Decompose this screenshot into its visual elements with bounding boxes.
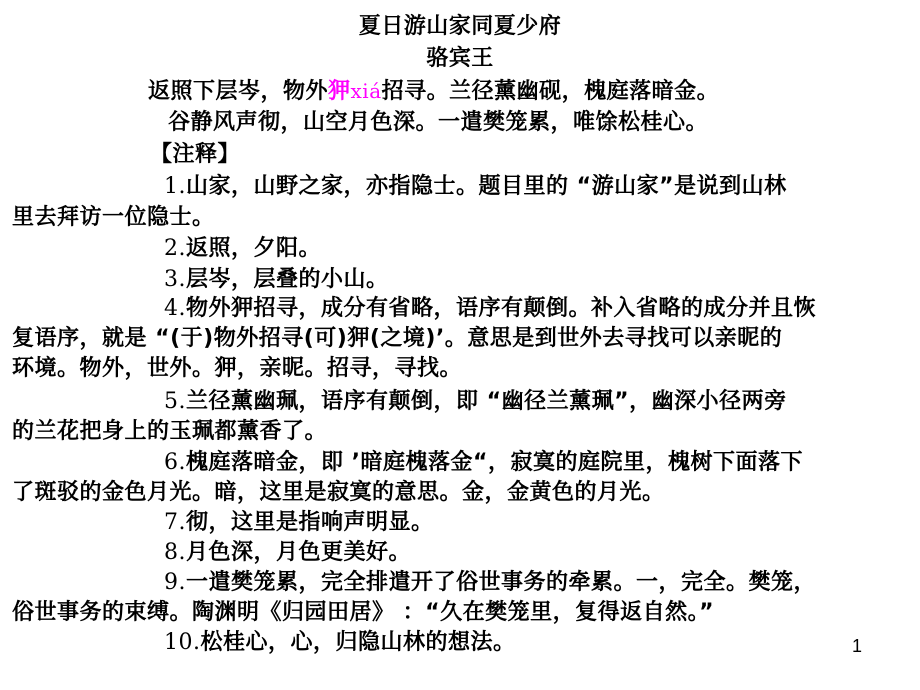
note-text: 月色深，月色更美好。: [186, 540, 412, 565]
note-item: [164, 172, 787, 202]
note-continuation: 的兰花把身上的玉珮都薰香了。: [12, 419, 328, 444]
note-number: 2.: [164, 236, 186, 261]
note-number: 3.: [164, 267, 186, 292]
note-text: 返照，夕阳。: [186, 236, 322, 261]
note-text: 山家，山野之家，亦指隐士。题目里的 “游山家”是说到山林: [186, 174, 787, 199]
note-number: 10.: [164, 630, 201, 655]
note-item: [164, 265, 389, 295]
note-number: 7.: [164, 510, 186, 535]
note-text: 一遣樊笼累，完全排遣开了俗世事务的牵累。一，完全。樊笼，: [186, 570, 817, 595]
note-number: 8.: [164, 540, 186, 565]
note-item: [164, 628, 516, 658]
poem-line-1: [148, 76, 719, 107]
note-item: [164, 234, 321, 264]
pinyin-annotation: xiá: [350, 79, 382, 103]
note-item: [164, 538, 411, 568]
poem-line-1-after: 招寻。兰径薰幽砚，槐庭落暗金。: [381, 79, 720, 104]
note-item: [164, 568, 816, 598]
note-continuation: 了斑驳的金色月光。暗，这里是寂寞的意思。金，金黄色的月光。: [12, 480, 665, 505]
note-number: 9.: [164, 570, 186, 595]
highlighted-character: 狎: [328, 79, 351, 104]
poem-author: 骆宾王: [426, 46, 494, 71]
note-item: [164, 448, 803, 478]
note-item: [164, 294, 816, 324]
note-continuation: 复语序，就是 “(于)物外招寻(可)狎(之境)’。意思是到世外去寻找可以亲昵的: [12, 326, 783, 351]
note-continuation: 里去拜访一位隐士。: [12, 205, 215, 230]
note-text: 槐庭落暗金，即 ’暗庭槐落金“，寂寞的庭院里，槐树下面落下: [186, 450, 803, 475]
note-number: 1.: [164, 174, 186, 199]
note-text: 彻，这里是指响声明显。: [186, 510, 434, 535]
note-text: 层岑，层叠的小山。: [186, 267, 389, 292]
note-number: 6.: [164, 450, 186, 475]
note-number: 5.: [164, 389, 186, 414]
notes-header: 【注释】: [150, 142, 241, 167]
note-number: 4.: [164, 296, 186, 321]
poem-line-1-before: 返照下层岑，物外: [148, 79, 329, 104]
note-continuation: 俗世事务的束缚。陶渊明《归园田居》 ：“久在樊笼里，复得返自然。”: [12, 600, 715, 625]
note-text: 物外狎招寻，成分有省略，语序有颠倒。补入省略的成分并且恢: [186, 296, 817, 321]
note-item: [164, 387, 787, 417]
page-number: 1: [852, 636, 863, 656]
note-item: [164, 508, 434, 538]
poem-line-2: 谷静风声彻，山空月色深。一遣樊笼累，唯馀松桂心。: [168, 110, 709, 135]
note-text: 松桂心，心，归隐山林的想法。: [200, 630, 516, 655]
note-text: 兰径薰幽珮，语序有颠倒，即 “幽径兰薰珮”，幽深小径两旁: [186, 389, 787, 414]
note-continuation: 环境。物外，世外。狎，亲昵。招寻，寻找。: [12, 356, 463, 381]
poem-title: 夏日游山家同夏少府: [358, 14, 562, 39]
